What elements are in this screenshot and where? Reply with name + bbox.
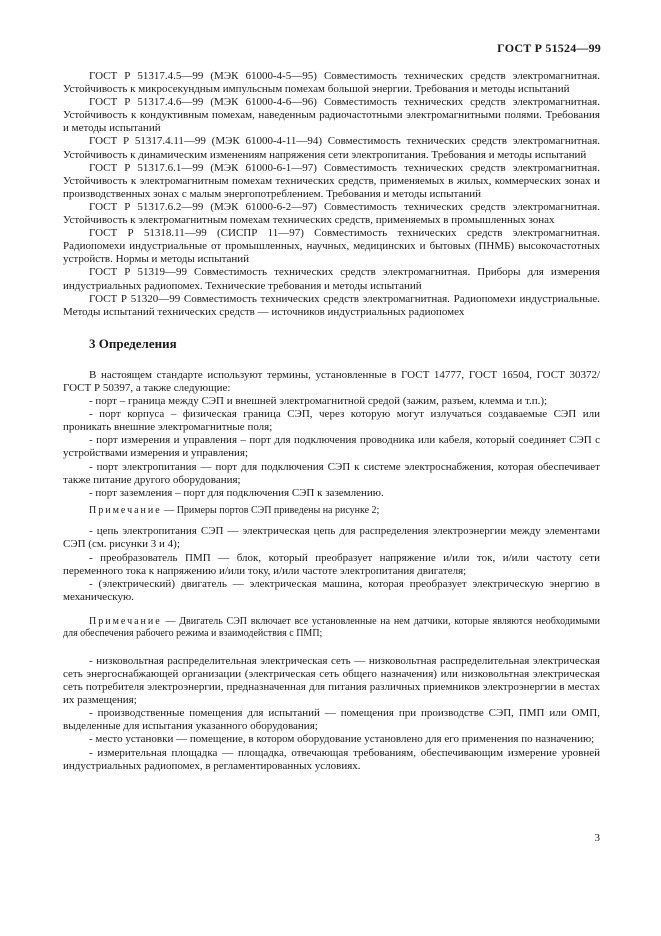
terms-list-c — [63, 655, 600, 773]
term-item: - производственные помещения для испытаний — помещения при производстве СЭП, ПМП или ОМП, выделенные для испытания указанного оборудования; — [63, 707, 600, 733]
term-item: - место установки — помещение, в котором оборудование установлено для его применения по назначению; — [89, 733, 595, 746]
term-item: - цепь электропитания СЭП — электрическая цепь для распределения электроэнергии между элементами СЭП (см. рисунки 3 и 4); — [63, 525, 600, 551]
term-item: - преобразователь ПМП — блок, который преобразует напряжение и/или ток, и/или частоту сети переменного тока к напряжению и/или току, и/или частоте электропитания двигателя; — [63, 551, 600, 577]
note-text: — Примеры портов СЭП приведены на рисунке 2; — [161, 504, 380, 516]
reference-item: ГОСТ Р 51318.11—99 (СИСПР 11—97) Совместимость технических средств электромагнитная. Радиопомехи индустриальные от промышленных, научных, медицинских и бытовых (ПНМБ) высокочастотных устройств. Нормы и методы испытаний — [63, 227, 600, 266]
reference-item: ГОСТ Р 51317.4.6—99 (МЭК 61000-4-6—96) Совместимость технических средств электромагнитная. Устойчивость к кондуктивным помехам, наведенным радиочастотными электромагнитными полями. Требования и методы испытаний — [63, 96, 600, 135]
note-ports — [63, 505, 600, 518]
term-item: - измерительная площадка — площадка, отвечающая требованиям, обеспечивающим измерение уровней индустриальных радиопомех, в регламентированных условиях. — [63, 746, 600, 772]
note-label: Примечание — [89, 615, 162, 627]
references-list — [63, 70, 600, 319]
reference-item: ГОСТ Р 51317.6.1—99 (МЭК 61000-6-1—97) Совместимость технических средств электромагнитная. Устойчивость к электромагнитным помехам технических средств, применяемых в жилых, коммерческих зонах и производственных зонах с малым энергопотреблением. Требования и методы испытаний — [63, 161, 600, 200]
section-title: 3 Определения — [89, 335, 177, 351]
section-intro: В настоящем стандарте используют термины, установленные в ГОСТ 14777, ГОСТ 16504, ГОСТ 30372/ГОСТ Р 50397, а также следующие: — [63, 368, 600, 394]
term-item: - порт заземления – порт для подключения СЭП к заземлению. — [89, 486, 384, 499]
term-item: - порт электропитания — порт для подключения СЭП к системе электроснабжения, которая обеспечивает также питание другого оборудования; — [63, 460, 600, 486]
page-number: 3 — [594, 832, 600, 844]
term-item: - (электрический) двигатель — электрическая машина, которая преобразует электрическую энергию в механическую. — [63, 577, 600, 603]
term-item: - порт корпуса – физическая граница СЭП, через которую могут излучаться создаваемые СЭП или проникать внешние электромагнитные поля; — [63, 408, 600, 434]
terms-list-b — [63, 525, 600, 604]
reference-item: ГОСТ Р 51317.4.5—99 (МЭК 61000-4-5—95) Совместимость технических средств электромагнитная. Устойчивость к микросекундным импульсным помехам большой энергии. Требования и методы испытаний — [63, 70, 600, 96]
term-item: - порт измерения и управления – порт для подключения проводника или кабеля, который соединяет СЭП с устройствами измерения и управления; — [63, 434, 600, 460]
standard-header: ГОСТ Р 51524—99 — [497, 41, 601, 55]
note-text: — Двигатель СЭП включает все установленные на нем датчики, которые являются необходимыми для обеспечения рабочего режима и взаимодействия с ПМП; — [63, 615, 600, 640]
reference-item: ГОСТ Р 51320—99 Совместимость технических средств электромагнитная. Радиопомехи индустриальные. Методы испытаний технических средств — источников индустриальных радиопомех — [63, 292, 600, 318]
reference-item: ГОСТ Р 51317.6.2—99 (МЭК 61000-6-2—97) Совместимость технических средств электромагнитная. Устойчивость к электромагнитным помехам технических средств, применяемых в промышленных зонах — [63, 200, 600, 227]
note-motor — [63, 616, 600, 641]
page-content — [63, 70, 600, 773]
reference-item: ГОСТ Р 51319—99 Совместимость технических средств электромагнитная. Приборы для измерения индустриальных радиопомех. Технические требования и методы испытаний — [63, 266, 600, 292]
term-item: - низковольтная распределительная электрическая сеть — низковольтная распределительная электрическая сеть энергоснабжающей организации (электрическая сеть общего назначения) или низковольтная электрическая сеть потребителя электроэнергии, предназначенная для питания различных приемников электроэнергии в местах их размещения; — [63, 654, 600, 707]
note-label: Примечание — [89, 504, 162, 516]
reference-item: ГОСТ Р 51317.4.11—99 (МЭК 61000-4-11—94) Совместимость технических средств электромагнитная. Устойчивость к динамическим изменениям напряжения сети электропитания. Требования и методы испытаний — [63, 135, 600, 161]
term-item: - порт – граница между СЭП и внешней электромагнитной средой (зажим, разъем, клемма и т.п.); — [89, 395, 548, 408]
terms-list-a — [63, 395, 600, 500]
